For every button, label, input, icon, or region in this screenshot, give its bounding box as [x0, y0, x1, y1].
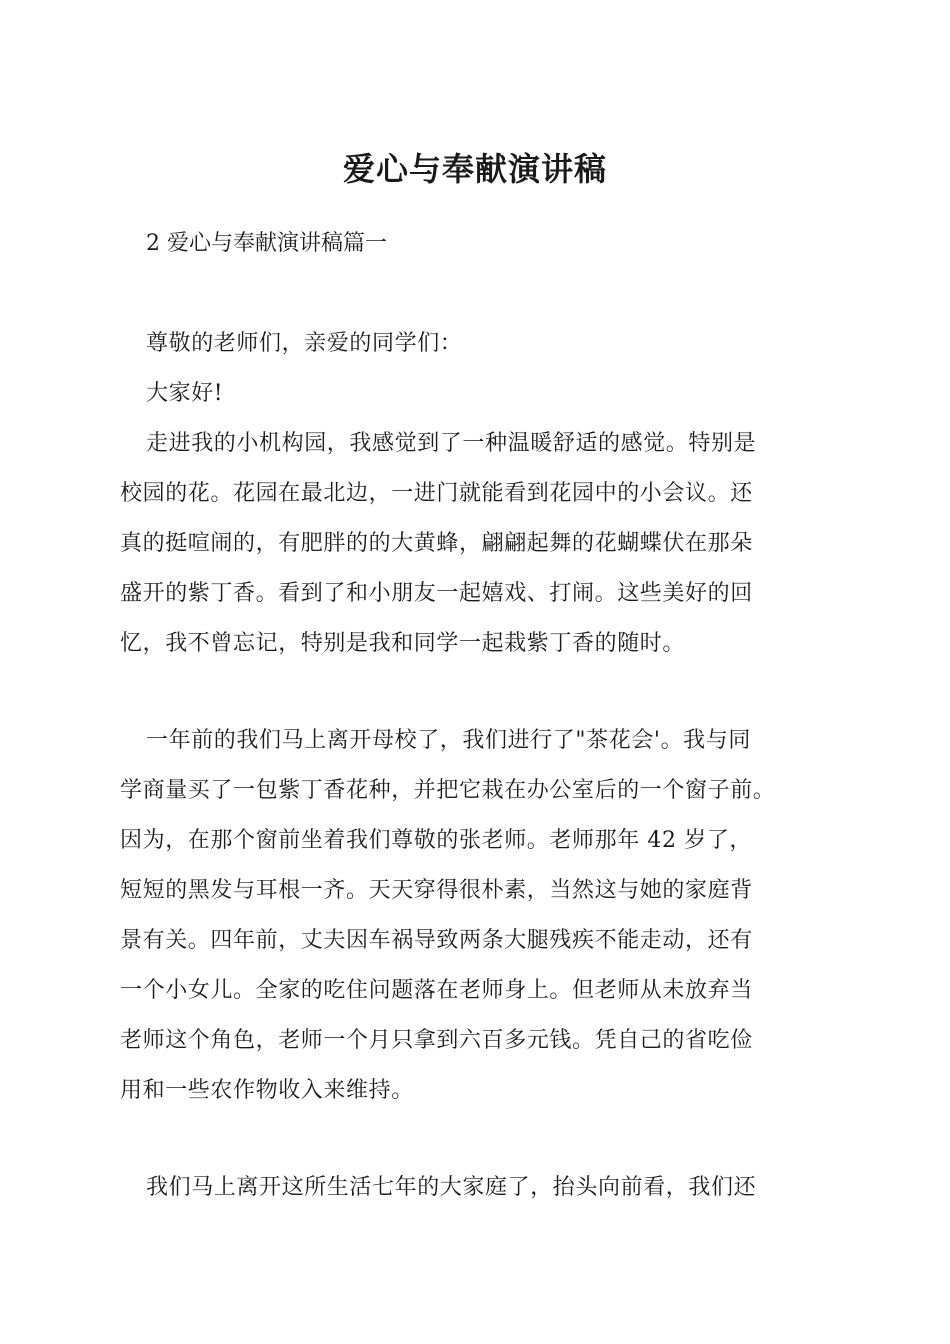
paragraph-2-line-1: 一年前的我们马上离开母校了，我们进行了"茶花会'。我与同 — [146, 728, 751, 753]
document-title: 爱心与奉献演讲稿 — [342, 150, 607, 188]
paragraph-1-line-5: 忆，我不曾忘记，特别是我和同学一起栽紫丁香的随时。 — [120, 631, 686, 656]
paragraph-2-line-5: 景有关。四年前，丈夫因车祸导致两条大腿残疾不能走动，还有 — [120, 928, 753, 953]
paragraph-2-line-2: 学商量买了一包紫丁香花种，并把它栽在办公室后的一个窗子前。 — [120, 778, 776, 803]
document-subtitle: 2 爱心与奉献演讲稿篇一 — [146, 231, 387, 256]
greeting-line: 大家好! — [146, 381, 224, 406]
paragraph-1-line-1: 走进我的小机构园，我感觉到了一种温暖舒适的感觉。特别是 — [146, 431, 757, 456]
paragraph-3-line-1: 我们马上离开这所生活七年的大家庭了，抬头向前看，我们还 — [146, 1175, 757, 1200]
paragraph-1-line-3: 真的挺喧闹的，有肥胖的的大黄蜂，翩翩起舞的花蝴蝶伏在那朵 — [120, 531, 753, 556]
paragraph-1-line-2: 校园的花。花园在最北边，一进门就能看到花园中的小会议。还 — [120, 481, 753, 506]
paragraph-1-line-4: 盛开的紫丁香。看到了和小朋友一起嬉戏、打闹。这些美好的回 — [120, 581, 753, 606]
salutation-line: 尊敬的老师们，亲爱的同学们： — [146, 331, 463, 356]
paragraph-2-line-3: 因为，在那个窗前坐着我们尊敬的张老师。老师那年 42 岁了， — [120, 828, 752, 853]
paragraph-2-line-7: 老师这个角色，老师一个月只拿到六百多元钱。凭自己的省吃俭 — [120, 1028, 753, 1053]
paragraph-2-line-8: 用和一些农作物收入来维持。 — [120, 1078, 414, 1103]
paragraph-2-line-6: 一个小女儿。全家的吃住问题落在老师身上。但老师从未放弃当 — [120, 978, 753, 1003]
paragraph-2-line-4: 短短的黑发与耳根一齐。天天穿得很朴素，当然这与她的家庭背 — [120, 878, 753, 903]
